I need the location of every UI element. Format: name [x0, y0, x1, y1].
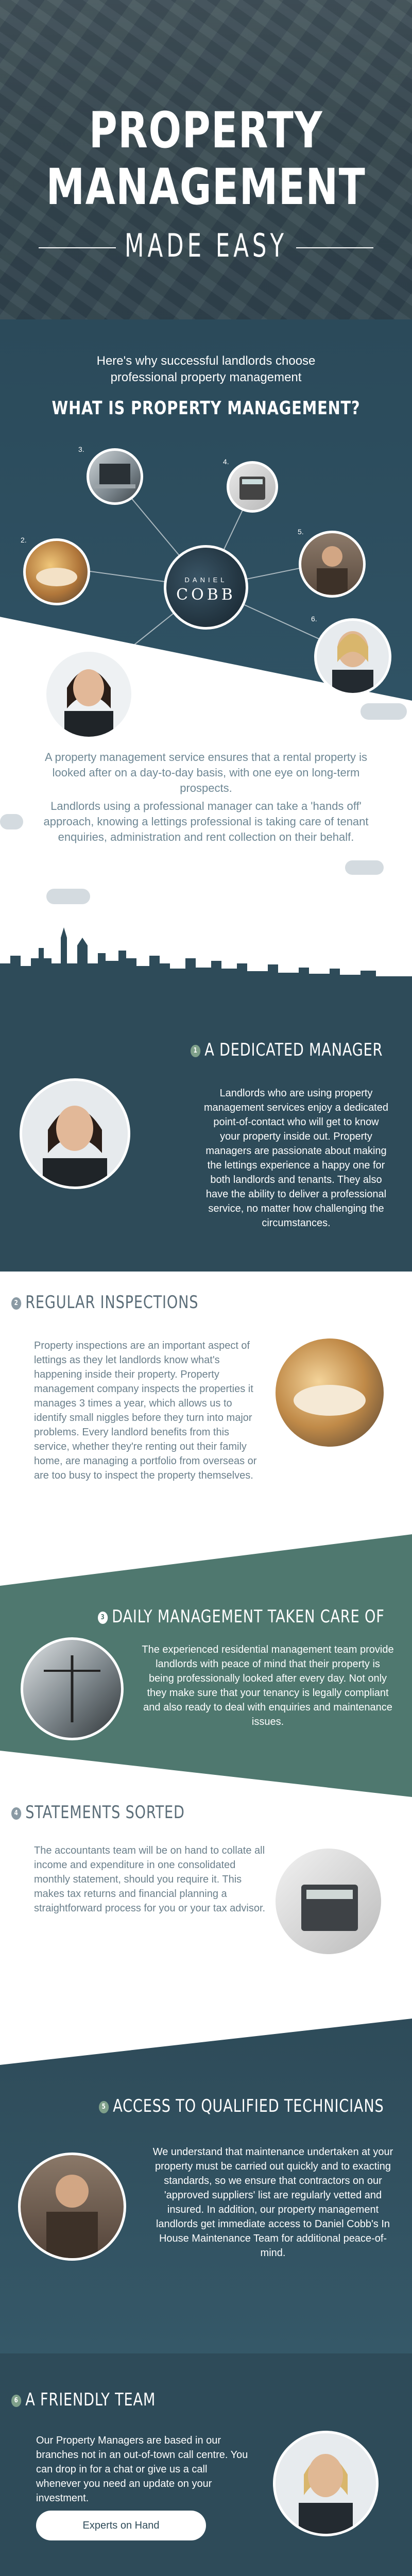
circle-number-3: 3.	[78, 445, 84, 453]
section-3-body: The experienced residential management team provide landlords with peace of mind that their property is being professionally looked after every day. Not only they make sure that your tenancy is legally compliant and also ready to deal with enquiries and maintenance issues.	[142, 1644, 394, 1727]
cloud-decoration	[0, 814, 23, 829]
section-dedicated-manager	[0, 998, 412, 1272]
circle-number-2: 2.	[21, 536, 27, 544]
circle-number-4: 4.	[223, 457, 229, 466]
manager-photo	[20, 1078, 130, 1189]
intro-section	[0, 319, 412, 843]
manager-portrait-icon	[22, 1081, 128, 1187]
intro-paragraph-2: Landlords using a professional manager can take a 'hands off' approach, knowing a lettings professional is taking care of tenant enquiries, administration and rent collection on their behalf.	[43, 800, 369, 843]
calculator-photo	[273, 1846, 384, 1957]
section-3-slant	[0, 1534, 412, 1586]
hero-banner	[0, 0, 412, 319]
section-6-body: Our Property Managers are based in our branches not in an out-of-town call centre. You can drop in for a chat or give us a call whenever you need an update on your investment.	[36, 2435, 248, 2504]
technician-icon	[21, 2155, 124, 2258]
writing-photo-circle	[23, 538, 90, 605]
section-2-badge: 2	[11, 1297, 21, 1310]
section-2-title	[11, 1292, 198, 1313]
section-6-title-text: A FRIENDLY TEAM	[25, 2389, 156, 2410]
hero-title-line1: PROPERTY	[89, 101, 323, 159]
technician-photo-circle	[299, 531, 366, 598]
woman-portrait-icon	[317, 621, 389, 693]
section-4-title-text: STATEMENTS SORTED	[25, 1802, 185, 1823]
woman-portrait-icon	[276, 2433, 376, 2534]
section-5-body: We understand that maintenance undertaken at your property must be carried out quickly and to exacting standards, so we ensure that contractors on our 'approved suppliers' list are regularly vetted and insured. In addition, our property management landlords get immediate access to Daniel Cobb's In House Maintenance Team for additional peace-of-mind.	[152, 2146, 393, 2259]
calculator-photo-circle	[227, 461, 278, 513]
section-4-slant	[0, 1751, 412, 1797]
cloud-decoration	[46, 889, 90, 904]
calculator-icon	[229, 464, 276, 510]
section-3-title-text: DAILY MANAGEMENT TAKEN CARE OF	[112, 1606, 385, 1627]
logo-text-top: DANIEL	[184, 576, 228, 584]
intro-paragraph-1: A property management service ensures that a rental property is looked after on a day-to-day basis, with one eye on long-term prospects.	[44, 751, 368, 794]
section-1-title	[191, 1040, 383, 1060]
section-4-title	[11, 1802, 185, 1823]
section-3-badge: 3	[98, 1612, 108, 1624]
section-1-body: Landlords who are using property management services enjoy a dedicated point-of-contact who will get to know your property inside out. Property managers are passionate about making the lettings experience a happy one for both landlords and tenants. They also have the ability to deliver a professional service, no matter how challenging the circumstances.	[204, 1088, 388, 1229]
intro-heading: WHAT IS PROPERTY MANAGEMENT?	[52, 398, 360, 419]
circle-number-6: 6.	[311, 615, 317, 623]
technician-icon	[301, 533, 363, 595]
section-friendly-team	[0, 2353, 412, 2576]
circle-number-1: 1.	[42, 647, 48, 655]
section-4-badge: 4	[11, 1807, 21, 1820]
city-skyline	[0, 907, 412, 999]
section-5-title-text: ACCESS TO QUALIFIED TECHNICIANS	[113, 2096, 384, 2116]
section-statements-sorted	[0, 1751, 412, 2019]
manager-photo-circle	[44, 649, 134, 739]
section-3-title	[98, 1606, 385, 1627]
inspection-photo	[273, 1336, 386, 1449]
scales-photo	[21, 1637, 124, 1740]
section-5-badge: 5	[99, 2101, 109, 2113]
circle-number-5: 5.	[298, 528, 304, 536]
section-2-title-text: REGULAR INSPECTIONS	[25, 1292, 199, 1313]
calculator-icon	[276, 1849, 381, 1954]
daniel-cobb-logo	[164, 545, 248, 630]
cloud-decoration	[360, 703, 407, 720]
friendly-team-photo	[273, 2431, 379, 2536]
section-5-title	[99, 2096, 384, 2116]
hero-subtitle: MADE EASY	[125, 227, 287, 264]
experts-on-hand-button[interactable]: Experts on Hand	[36, 2511, 206, 2540]
section-4-body: The accountants team will be on hand to collate all income and expenditure in one consolidated monthly statement, should you require it. This makes tax returns and financial planning a straightforward process for you or your tax advisor.	[34, 1845, 266, 1914]
handshake-icon	[26, 541, 88, 603]
laptop-icon	[89, 451, 141, 502]
logo-text-bottom: COBB	[176, 586, 236, 604]
section-regular-inspections	[0, 1272, 412, 1534]
cloud-decoration	[345, 860, 384, 875]
clipboard-icon	[276, 1338, 384, 1447]
section-daily-management	[0, 1534, 412, 1751]
technician-photo	[18, 2153, 126, 2261]
section-5-slant	[0, 2019, 412, 2065]
section-6-title	[11, 2389, 156, 2410]
section-6-badge: 6	[11, 2395, 21, 2407]
section-2-body: Property inspections are an important aspect of lettings as they let landlords know what's happening inside their property. Property management company inspects the properties it manages 3 times a year, which allows us to identify small niggles before they turn into major problems. Every landlord benefits from this service, whether they're renting out their family home, are managing a portfolio from overseas or are too busy to inspect the property themselves.	[34, 1340, 257, 1481]
section-1-title-text: A DEDICATED MANAGER	[204, 1040, 383, 1060]
intro-lead: Here's why successful landlords choose professional property management	[96, 354, 316, 384]
woman-photo-circle	[314, 618, 391, 696]
section-qualified-technicians	[0, 2019, 412, 2353]
laptop-photo-circle	[87, 448, 143, 505]
hero-title-line2: MANAGEMENT	[46, 158, 366, 216]
manager-portrait-icon	[46, 652, 131, 737]
scales-of-justice-icon	[23, 1640, 121, 1738]
section-1-badge: 1	[191, 1045, 200, 1057]
